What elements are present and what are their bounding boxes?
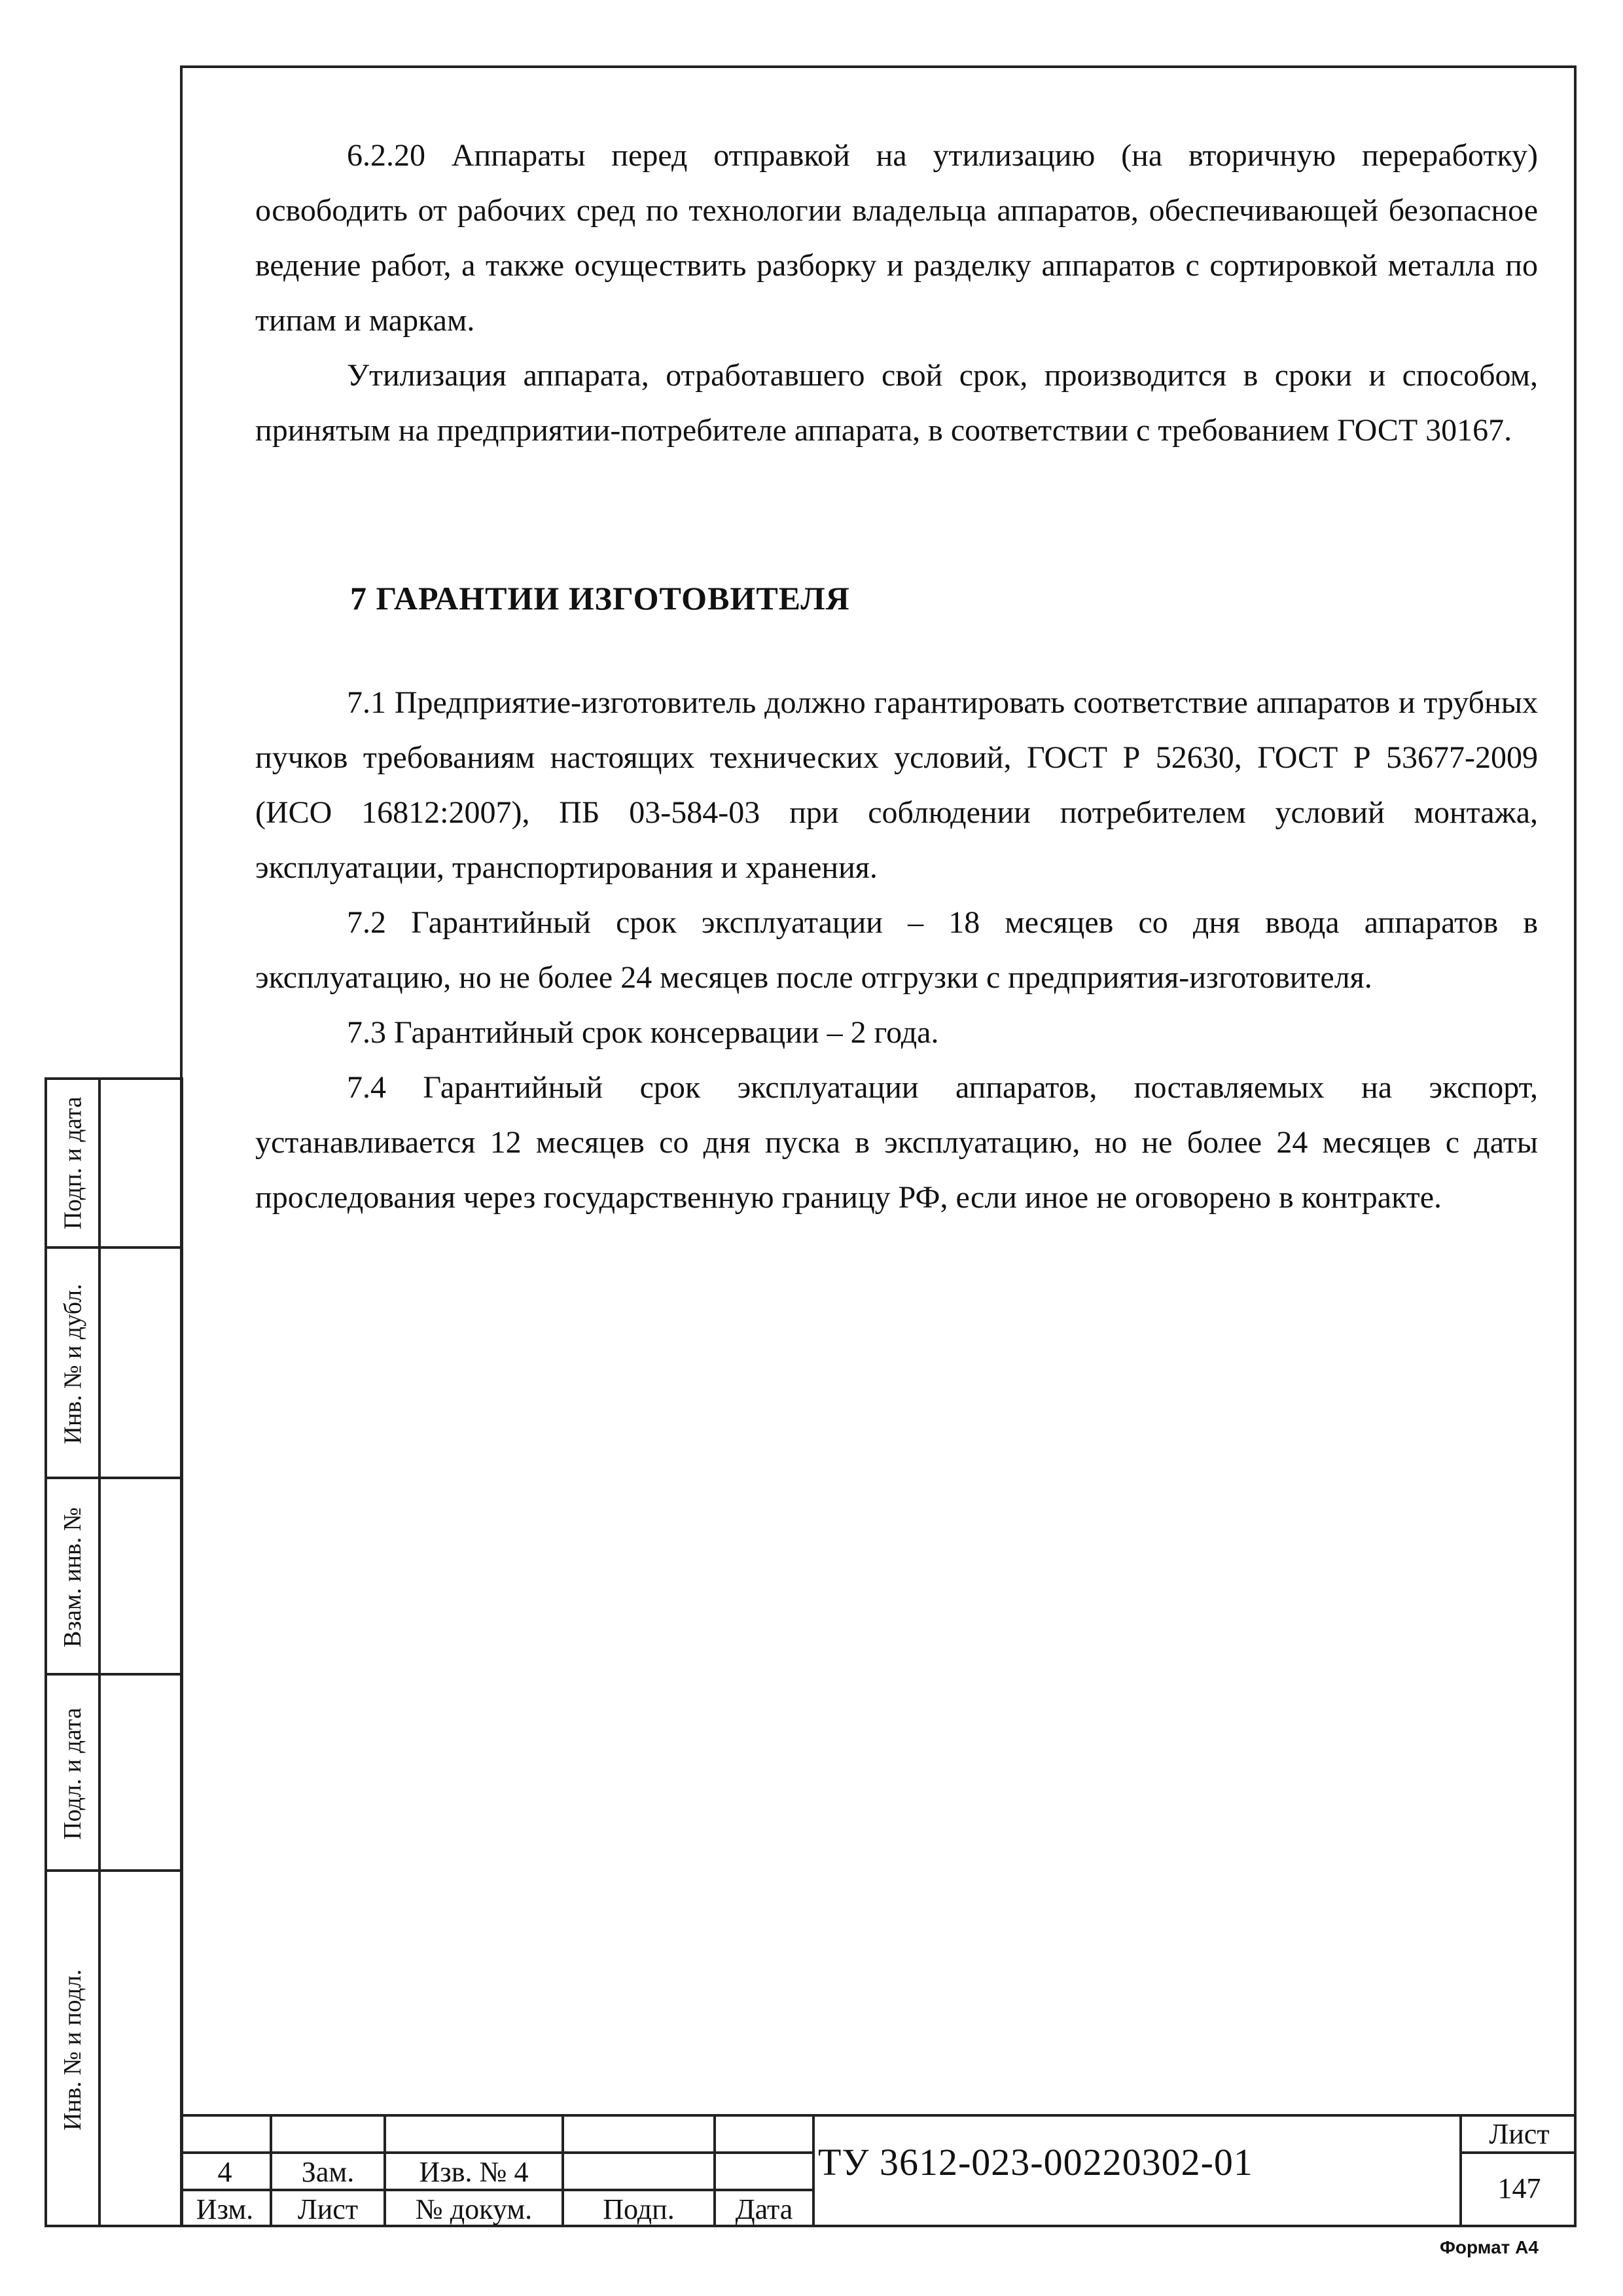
side-label: Подл. и дата	[59, 1708, 87, 1840]
header-izm: Изм.	[196, 2193, 254, 2225]
document-code: ТУ 3612-023-00220302-01	[818, 2141, 1253, 2183]
header-signature: Подп.	[603, 2193, 675, 2225]
paper-format: Формат А4	[1440, 2237, 1539, 2257]
change-type: Зам.	[301, 2156, 355, 2188]
side-label: Подп. и дата	[59, 1096, 87, 1230]
header-date: Дата	[735, 2193, 793, 2225]
side-cell-orig-inv	[47, 1869, 181, 2227]
paragraph-7-4: 7.4 Гарантийный срок эксплуатации аппаратов, поставляемых на экспорт, устанавливается 12 месяцев со дня пуска в эксплуатацию, но не более 24 месяцев с даты проследования через государственную границу РФ, если иное не оговорено в контракте.	[255, 1070, 1538, 1215]
header-list: Лист	[297, 2193, 359, 2225]
sheet-label: Лист	[1489, 2118, 1550, 2150]
paragraph-7-3: 7.3 Гарантийный срок консервации – 2 года.	[347, 1015, 939, 1050]
sheet-number: 147	[1497, 2172, 1541, 2204]
side-label: Инв. № и подл.	[59, 1969, 87, 2130]
section-7	[255, 675, 1538, 1225]
header-doc-number: № докум.	[415, 2193, 533, 2225]
side-label: Инв. № и дубл.	[59, 1283, 86, 1444]
notice-number: Изв. № 4	[419, 2156, 529, 2188]
section-6-2-20	[255, 128, 1538, 458]
side-cell-sign-date-1	[47, 1080, 181, 1246]
side-label: Взам. инв. №	[59, 1507, 87, 1648]
side-stamp	[45, 1077, 183, 2227]
change-number: 4	[217, 2156, 232, 2188]
side-cell-dup-inv	[47, 1246, 181, 1479]
paragraph-7-2: 7.2 Гарантийный срок эксплуатации – 18 месяцев со дня ввода аппаратов в эксплуатацию, но не более 24 месяцев после отгрузки с предприятия-изготовителя.	[255, 905, 1538, 995]
paragraph-6-2-20: 6.2.20 Аппараты перед отправкой на утилизацию (на вторичную переработку) освободить от рабочих сред по технологии владельца аппаратов, обеспечивающей безопасное ведение работ, а также осуществить разборку и разделку аппаратов с сортировкой металла по типам и маркам.	[255, 138, 1538, 338]
side-cell-replace-inv	[47, 1477, 181, 1676]
section-heading: 7 ГАРАНТИИ ИЗГОТОВИТЕЛЯ	[350, 580, 850, 617]
paragraph-7-1: 7.1 Предприятие-изготовитель должно гарантировать соответствие аппаратов и трубных пучков требованиям настоящих технических условий, ГОСТ Р 52630, ГОСТ Р 53677-2009 (ИСО 16812:2007), ПБ 03-584-03 при соблюдении потребителем условий монтажа, эксплуатации, транспортирования и хранения.	[255, 685, 1538, 885]
paragraph-utilization: Утилизация аппарата, отработавшего свой срок, производится в сроки и способом, принятым на предприятии-потребителе аппарата, в соответствии с требованием ГОСТ 30167.	[255, 358, 1538, 448]
side-cell-sign-date-2	[47, 1673, 181, 1872]
